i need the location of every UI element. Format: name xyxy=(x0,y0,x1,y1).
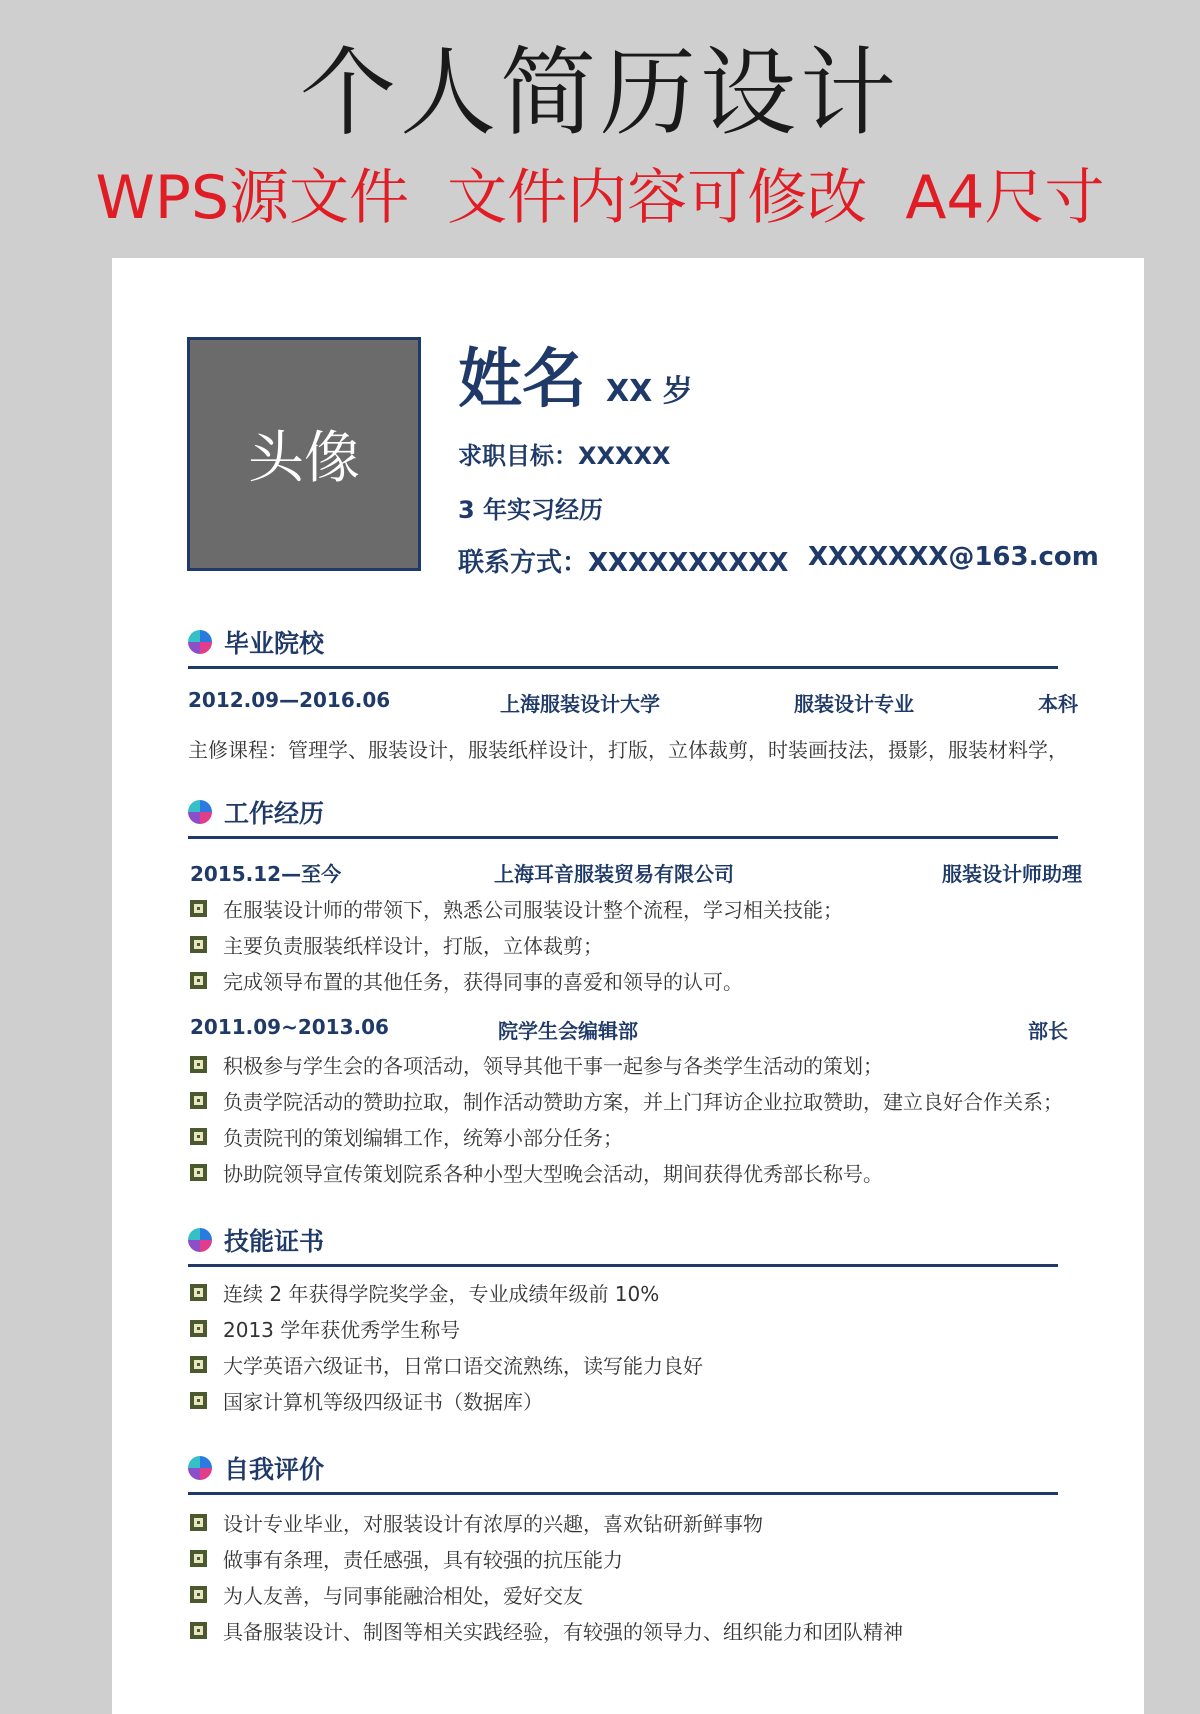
bullet-icon xyxy=(190,1622,207,1639)
job-org: 上海耳音服装贸易有限公司 xyxy=(494,862,734,886)
avatar-label: 头像 xyxy=(248,426,360,491)
list-item: 协助院领导宣传策划院系各种小型大型晚会活动，期间获得优秀部长称号。 xyxy=(190,1158,883,1187)
candidate-age: XX 岁 xyxy=(606,374,693,409)
list-item: 积极参与学生会的各项活动，领导其他干事一起参与各类学生活动的策划； xyxy=(190,1050,883,1079)
avatar-placeholder xyxy=(187,337,421,571)
section-badge-icon xyxy=(188,800,212,824)
list-item: 连续 2 年获得学院奖学金，专业成绩年级前 10% xyxy=(190,1278,659,1307)
bullet-icon xyxy=(190,1284,207,1301)
section-divider xyxy=(188,1492,1058,1495)
list-item: 负责院刊的策划编辑工作，统筹小部分任务； xyxy=(190,1122,623,1151)
section-skills xyxy=(188,1220,324,1260)
job-row xyxy=(188,1015,1084,1045)
education-school: 上海服装设计大学 xyxy=(500,692,660,716)
resume-page xyxy=(112,258,1144,1714)
job-objective: 求职目标：XXXXX xyxy=(458,442,671,470)
bullet-icon xyxy=(190,936,207,953)
education-period: 2012.09—2016.06 xyxy=(188,688,391,712)
list-item: 设计专业毕业，对服装设计有浓厚的兴趣，喜欢钻研新鲜事物 xyxy=(190,1508,763,1537)
job-role: 部长 xyxy=(1028,1019,1068,1043)
section-divider xyxy=(188,666,1058,669)
section-title: 毕业院校 xyxy=(224,629,325,658)
section-education xyxy=(188,622,324,662)
job-org: 院学生会编辑部 xyxy=(498,1019,638,1043)
banner-title: 个人简历设计 xyxy=(300,37,900,149)
bullet-icon xyxy=(190,900,207,917)
bullet-icon xyxy=(190,1550,207,1567)
bullet-icon xyxy=(190,1514,207,1531)
section-badge-icon xyxy=(188,1456,212,1480)
education-row xyxy=(188,688,1084,718)
section-badge-icon xyxy=(188,630,212,654)
section-title: 技能证书 xyxy=(224,1227,325,1256)
list-item: 做事有条理，责任感强，具有较强的抗压能力 xyxy=(190,1544,623,1573)
job-row xyxy=(188,858,1084,888)
list-item: 负责学院活动的赞助拉取，制作活动赞助方案，并上门拜访企业拉取赞助，建立良好合作关系； xyxy=(190,1086,1063,1115)
bullet-icon xyxy=(190,972,207,989)
bullet-icon xyxy=(190,1392,207,1409)
name-row xyxy=(458,328,693,420)
list-item: 为人友善，与同事能融洽相处，爱好交友 xyxy=(190,1580,583,1609)
section-badge-icon xyxy=(188,1228,212,1252)
contact-email: XXXXXXX@163.com xyxy=(808,542,1099,572)
list-item: 具备服装设计、制图等相关实践经验，有较强的领导力、组织能力和团队精神 xyxy=(190,1616,903,1645)
list-item: 在服装设计师的带领下，熟悉公司服装设计整个流程，学习相关技能； xyxy=(190,894,843,923)
bullet-icon xyxy=(190,1164,207,1181)
list-item: 大学英语六级证书，日常口语交流熟练，读写能力良好 xyxy=(190,1350,703,1379)
job-period: 2015.12—至今 xyxy=(190,862,342,886)
experience-years: 3 年实习经历 xyxy=(458,496,604,524)
bullet-icon xyxy=(190,1128,207,1145)
section-divider xyxy=(188,1264,1058,1267)
section-title: 自我评价 xyxy=(224,1455,325,1484)
list-item: 国家计算机等级四级证书（数据库） xyxy=(190,1386,543,1415)
list-item: 完成领导布置的其他任务，获得同事的喜爱和领导的认可。 xyxy=(190,966,743,995)
list-item: 主要负责服装纸样设计，打版，立体裁剪； xyxy=(190,930,603,959)
contact-phone: 联系方式：XXXXXXXXXX xyxy=(458,548,789,578)
banner-subtitle: WPS源文件 文件内容可修改 A4尺寸 xyxy=(95,163,1105,233)
education-courses: 主修课程：管理学、服装设计，服装纸样设计，打版，立体裁剪，时装画技法，摄影，服装材料学， xyxy=(188,738,1068,762)
list-item: 2013 学年获优秀学生称号 xyxy=(190,1314,460,1343)
bullet-icon xyxy=(190,1356,207,1373)
job-period: 2011.09~2013.06 xyxy=(190,1015,389,1039)
education-major: 服装设计专业 xyxy=(794,692,914,716)
bullet-icon xyxy=(190,1586,207,1603)
section-work xyxy=(188,792,324,832)
bullet-icon xyxy=(190,1320,207,1337)
job-role: 服装设计师助理 xyxy=(942,862,1082,886)
education-degree: 本科 xyxy=(1038,692,1078,716)
candidate-name: 姓名 xyxy=(458,343,586,417)
section-title: 工作经历 xyxy=(224,799,325,828)
bullet-icon xyxy=(190,1092,207,1109)
section-self-evaluation xyxy=(188,1448,324,1488)
section-divider xyxy=(188,836,1058,839)
bullet-icon xyxy=(190,1056,207,1073)
